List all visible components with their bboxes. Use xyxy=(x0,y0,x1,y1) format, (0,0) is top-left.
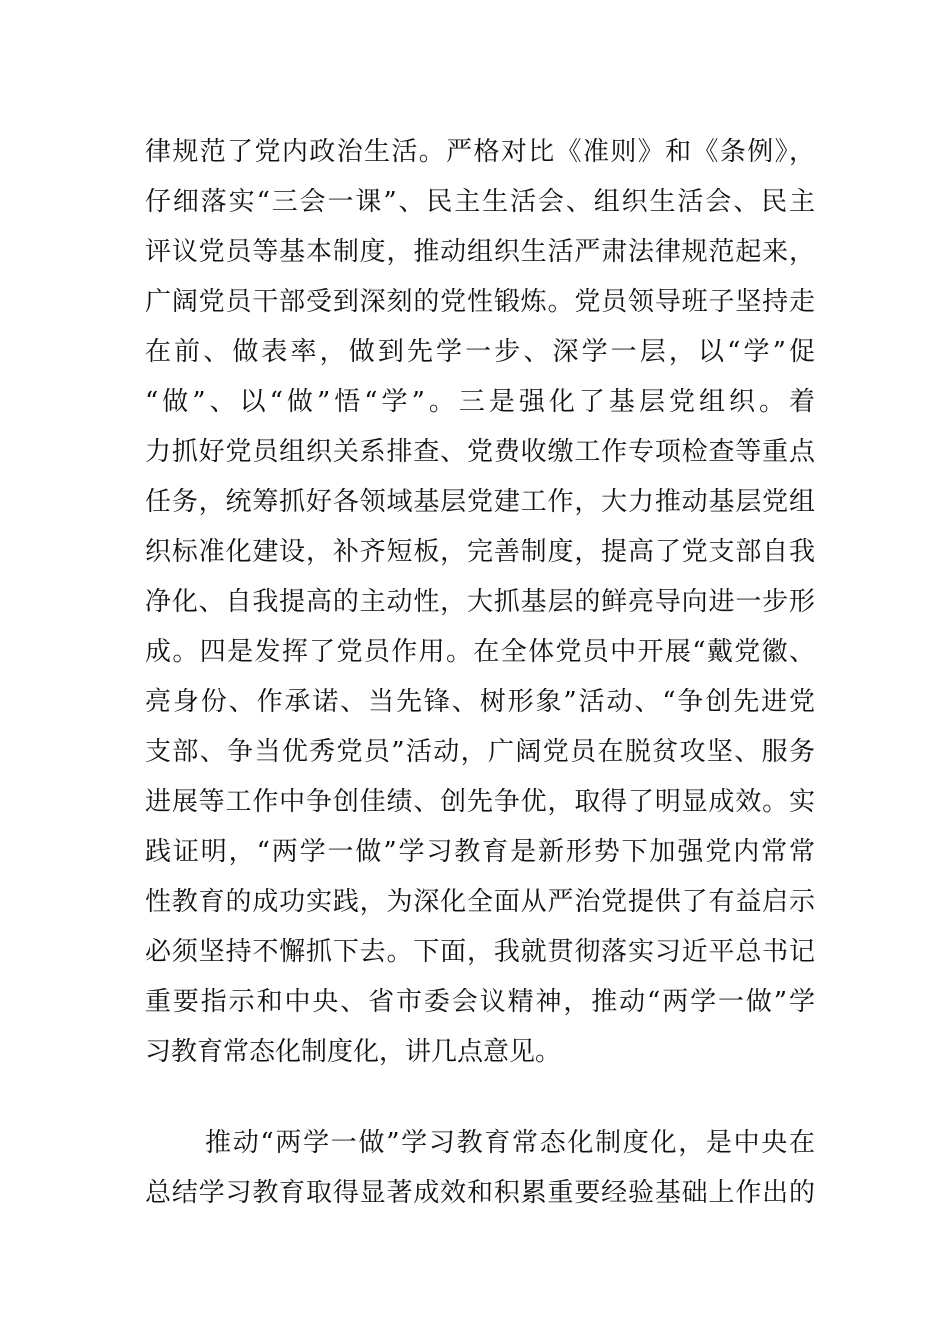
paragraph-1-line: 广阔党员干部受到深刻的党性锻炼。党员领导班子坚持走 xyxy=(145,287,815,317)
paragraph-1-line: 习教育常态化制度化，讲几点意见。 xyxy=(145,1037,562,1067)
paragraph-1-line: “做”、以“做”悟“学”。三是强化了基层党组织。着 xyxy=(145,387,815,417)
paragraph-1-line: 力抓好党员组织关系排查、党费收缴工作专项检查等重点 xyxy=(145,437,815,467)
paragraph-1-line: 律规范了党内政治生活。严格对比《准则》和《条例》， xyxy=(145,137,815,167)
paragraph-1-line: 评议党员等基本制度，推动组织生活严肃法律规范起来， xyxy=(145,237,815,267)
paragraph-1-line: 支部、争当优秀党员”活动，广阔党员在脱贫攻坚、服务 xyxy=(145,737,815,767)
paragraph-1-line: 重要指示和中央、省市委会议精神，推动“两学一做”学 xyxy=(145,987,815,1017)
paragraph-1-line: 在前、做表率，做到先学一步、深学一层，以“学”促 xyxy=(145,337,815,367)
paragraph-1-line: 进展等工作中争创佳绩、创先争优，取得了明显成效。实 xyxy=(145,787,815,817)
paragraph-1-line: 践证明，“两学一做”学习教育是新形势下加强党内常常 xyxy=(145,837,815,867)
paragraph-2 xyxy=(145,1118,815,1218)
paragraph-1 xyxy=(145,127,815,1077)
paragraph-1-line: 净化、自我提高的主动性，大抓基层的鲜亮导向进一步形 xyxy=(145,587,815,617)
paragraph-1-line: 成。四是发挥了党员作用。在全体党员中开展“戴党徽、 xyxy=(145,637,815,667)
paragraph-1-line: 织标准化建设，补齐短板，完善制度，提高了党支部自我 xyxy=(145,537,815,567)
paragraph-1-line: 任务，统筹抓好各领域基层党建工作，大力推动基层党组 xyxy=(145,487,815,517)
paragraph-2-line: 总结学习教育取得显著成效和积累重要经验基础上作出的 xyxy=(145,1178,815,1208)
paragraph-1-line: 亮身份、作承诺、当先锋、树形象”活动、“争创先进党 xyxy=(145,687,815,717)
paragraph-1-line: 必须坚持不懈抓下去。下面，我就贯彻落实习近平总书记 xyxy=(145,937,815,967)
paragraph-1-line: 仔细落实“三会一课”、民主生活会、组织生活会、民主 xyxy=(145,187,815,217)
paragraph-1-line: 性教育的成功实践，为深化全面从严治党提供了有益启示 xyxy=(145,887,815,917)
paragraph-2-line: 推动“两学一做”学习教育常态化制度化，是中央在 xyxy=(205,1128,815,1158)
